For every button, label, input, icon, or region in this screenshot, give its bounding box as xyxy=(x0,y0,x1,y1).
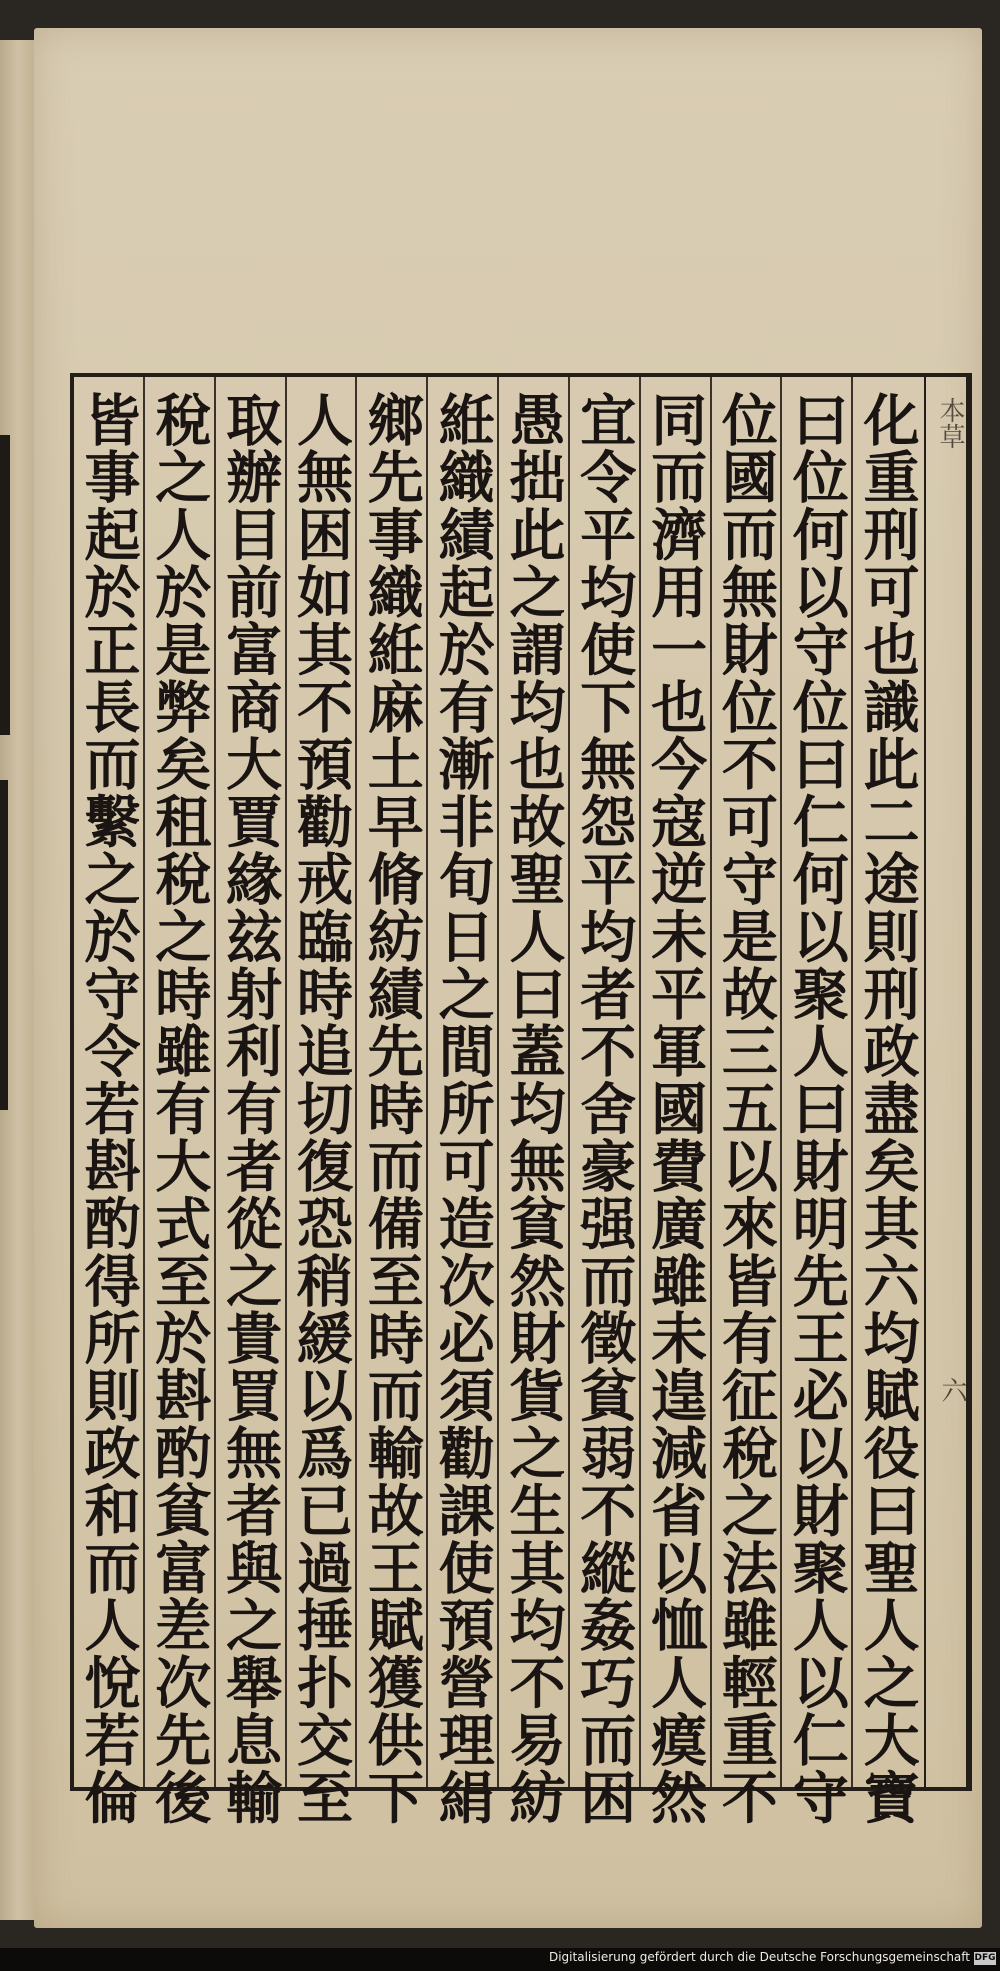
ink-mark xyxy=(0,435,10,735)
dfg-logo: DFG xyxy=(974,1953,996,1963)
column-text: 宜令平均使下無怨平均者不舍豪强而徵貧弱不縱姦巧而困 xyxy=(571,391,638,1826)
ink-mark xyxy=(0,780,8,1110)
banxin-title: 本草 xyxy=(935,397,965,449)
column-text: 稅之人於是弊矣租稅之時雖有大式至於斟酌貧富差次先後 xyxy=(146,391,213,1826)
text-column-3 xyxy=(710,377,781,1826)
block-heart-margin xyxy=(926,377,967,1787)
text-column-10 xyxy=(214,377,285,1826)
column-text: 絍織績起於有漸非旬日之間所可造次必須勸課使預營理絹 xyxy=(429,391,496,1826)
digitization-footer xyxy=(0,1948,1000,1971)
text-column-9 xyxy=(285,377,356,1826)
text-column-11 xyxy=(143,377,214,1826)
text-column-5 xyxy=(568,377,639,1826)
column-text: 同而濟用一也今寇逆未平軍國費廣雖未遑減省以恤人瘼然 xyxy=(642,391,709,1826)
column-text: 愚拙此之謂均也故聖人曰蓋均無貧然財貨之生其均不易紡 xyxy=(500,391,567,1826)
text-column-6 xyxy=(497,377,568,1826)
column-text: 化重刑可也識此二途則刑政盡矣其六均賦役曰聖人之大寶 xyxy=(854,391,921,1826)
text-block-frame xyxy=(70,373,972,1826)
column-text: 取辦目前富商大賈緣玆射利有者從之貴買無者與之舉息輸 xyxy=(217,391,284,1826)
text-column-2 xyxy=(780,377,851,1826)
banxin-page-number: 六 xyxy=(937,1377,967,1403)
column-text: 人無困如其不預勸戒臨時追切復恐稍緩以爲已過捶扑交至 xyxy=(287,391,354,1826)
text-columns xyxy=(74,377,922,1826)
text-column-1 xyxy=(851,377,922,1826)
text-column-8 xyxy=(355,377,426,1826)
footer-credit: Digitalisierung gefördert durch die Deutsche Forschungsgemeinschaft xyxy=(548,1950,970,1964)
text-column-7 xyxy=(426,377,497,1826)
column-text: 鄉先事織絍麻土早脩紡績先時而備至時而輸故王賦獲供下 xyxy=(358,391,425,1826)
column-text: 皆事起於正長而繫之於守令若斟酌得所則政和而人悅若倫 xyxy=(75,391,142,1826)
book-page xyxy=(34,28,982,1928)
column-text: 曰位何以守位曰仁何以聚人曰財明先王必以財聚人以仁守 xyxy=(783,391,850,1826)
text-column-4 xyxy=(639,377,710,1826)
text-column-12 xyxy=(74,377,143,1826)
top-margin xyxy=(34,28,982,368)
column-text: 位國而無財位不可守是故三五以來皆有征稅之法雖輕重不 xyxy=(712,391,779,1826)
